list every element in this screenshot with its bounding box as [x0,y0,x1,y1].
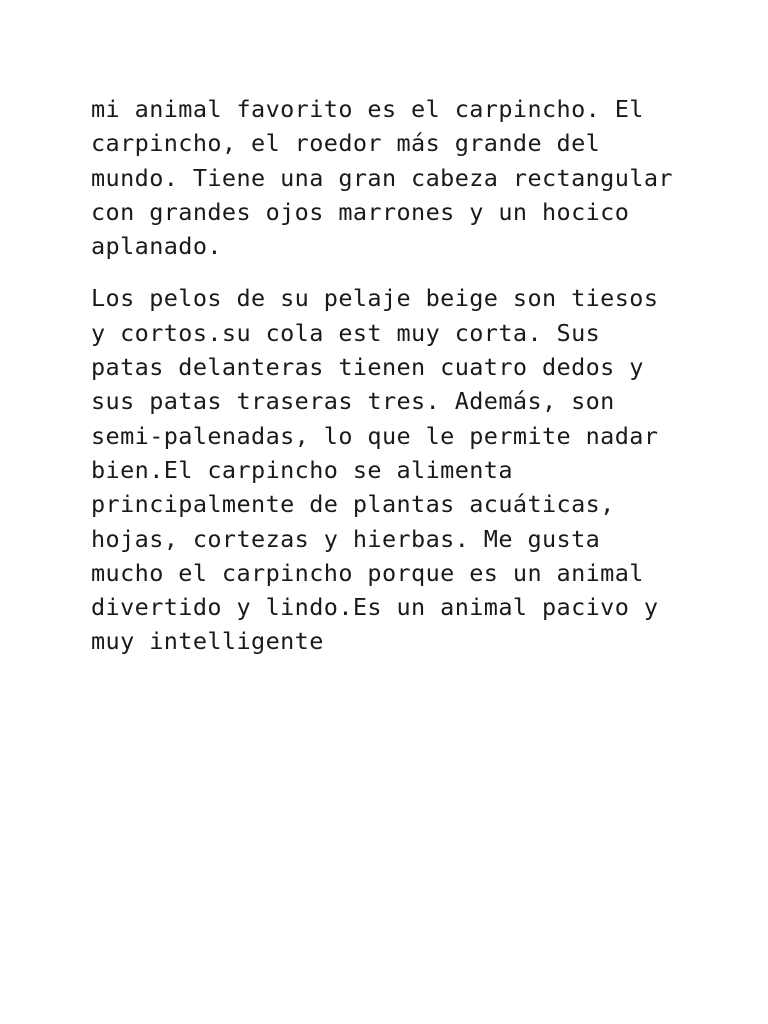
text-line: muy intelligente [91,627,324,656]
text-line: mi animal favorito es el carpincho. El [91,95,644,123]
text-line: mundo. Tiene una gran cabeza rectangular [91,163,673,192]
text-line: con grandes ojos marrones y un hocico [91,197,630,226]
text-line: carpincho, el roedor más grande del [91,129,601,158]
text-line: divertido y lindo.Es un animal pacivo y [91,593,659,622]
document-body [91,92,691,659]
text-line: hojas, cortezas y hierbas. Me gusta [91,524,601,553]
text-line: patas delanteras tienen cuatro dedos y [91,353,644,382]
text-line: aplanado. [91,232,222,261]
text-line: sus patas traseras tres. Además, son [91,387,615,416]
text-line: y cortos.su cola est muy corta. Sus [91,318,601,347]
paragraph-1 [91,92,691,263]
paragraph-2 [91,281,691,658]
text-line: principalmente de plantas acuáticas, [91,490,615,519]
text-line: semi-palenadas, lo que le permite nadar [91,421,659,450]
text-line: mucho el carpincho porque es un animal [91,558,644,587]
text-line: Los pelos de su pelaje beige son tiesos [91,284,659,313]
text-line: bien.El carpincho se alimenta [91,455,513,484]
